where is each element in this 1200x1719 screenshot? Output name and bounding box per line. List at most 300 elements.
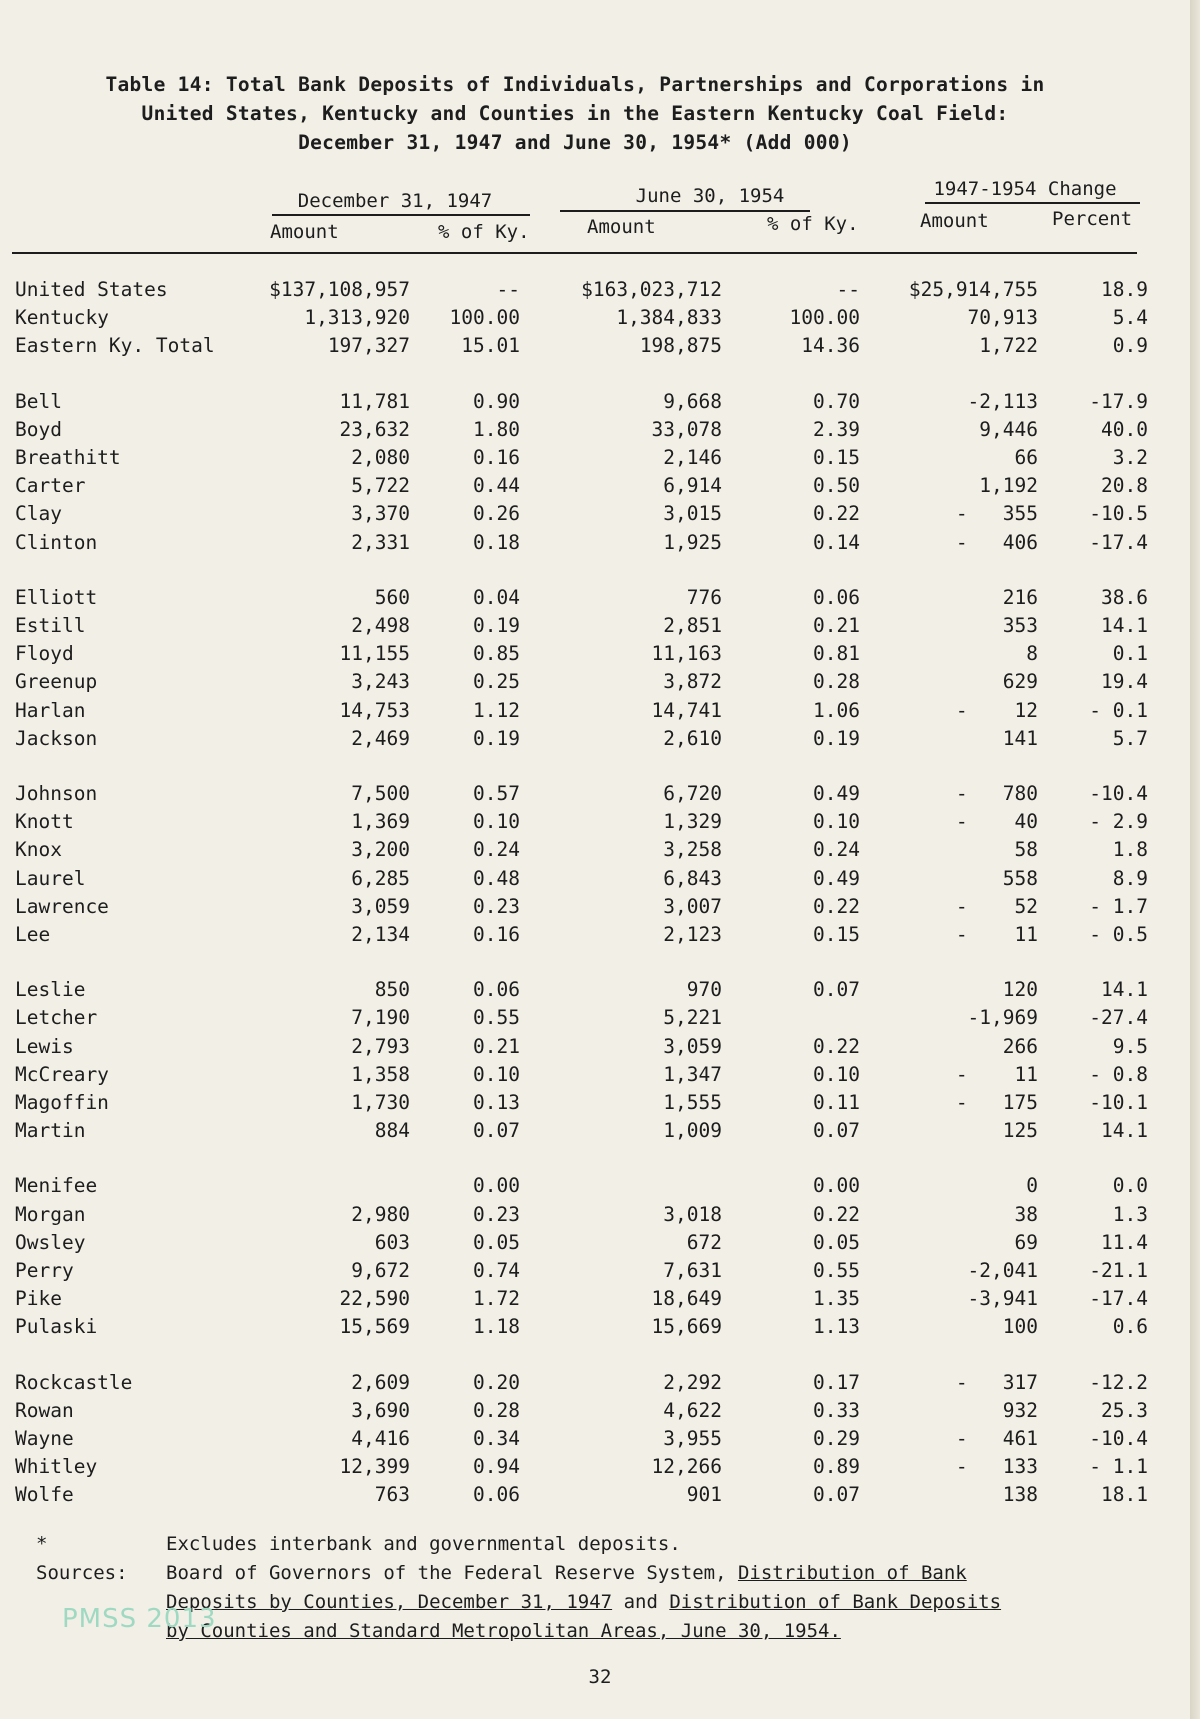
header-jun-1954: June 30, 1954 [635, 185, 785, 207]
pct-ky-1954: 0.11 [813, 1091, 860, 1114]
sources-line-1a: Board of Governors of the Federal Reserve System, [166, 1562, 738, 1584]
amount-1947: 5,722 [351, 474, 410, 498]
amount-1947: 7,500 [351, 782, 410, 805]
change-amount: 138 [1002, 1483, 1038, 1507]
amount-1954: 5,221 [663, 1006, 722, 1030]
amount-1947: 7,190 [351, 1006, 410, 1030]
table-title [70, 70, 1080, 157]
amount-1954: 11,163 [651, 642, 722, 666]
county-name: Letcher [15, 1006, 98, 1030]
table-row [0, 446, 1200, 472]
pct-ky-1947: 0.23 [473, 894, 520, 918]
change-amount: - 175 [955, 1091, 1038, 1114]
pct-ky-1954: 1.35 [813, 1287, 860, 1311]
pct-ky-1947: -- [496, 278, 520, 301]
pct-ky-1947: 0.48 [473, 866, 520, 890]
table-row [0, 1455, 1200, 1481]
pct-ky-1954: 100.00 [789, 306, 860, 330]
table-row [0, 1119, 1200, 1145]
pct-ky-1947: 0.00 [473, 1174, 520, 1198]
amount-1954: 15,669 [651, 1315, 722, 1339]
footnote-star-key: * [36, 1533, 48, 1555]
pct-ky-1954: 0.10 [813, 810, 860, 834]
change-amount: 558 [1002, 866, 1038, 890]
change-amount: - 11 [955, 1062, 1038, 1086]
table-row [0, 895, 1200, 921]
header-dec-1947: December 31, 1947 [297, 190, 493, 212]
county-name: Boyd [15, 417, 62, 441]
table-row [0, 810, 1200, 836]
county-name: Knott [15, 810, 74, 834]
amount-1947: 23,632 [339, 417, 410, 441]
amount-1947: 3,243 [351, 670, 410, 694]
amount-1954: 7,631 [663, 1259, 722, 1282]
pct-ky-1954: 0.07 [813, 1483, 860, 1507]
county-name: Pulaski [15, 1315, 98, 1339]
pct-ky-1954: 0.05 [813, 1230, 860, 1254]
change-percent: 14.1 [1101, 614, 1148, 637]
county-name: Magoffin [15, 1091, 109, 1114]
change-amount: 1,192 [979, 474, 1038, 498]
amount-1954: 3,015 [663, 502, 722, 526]
pct-ky-1947: 0.55 [473, 1006, 520, 1030]
amount-1947: 1,313,920 [304, 306, 410, 330]
county-name: Lee [15, 923, 51, 946]
change-percent: -10.4 [1089, 782, 1148, 805]
pct-ky-1954: 0.06 [813, 585, 860, 609]
pct-ky-1954: 0.22 [813, 1034, 860, 1058]
amount-1947: 3,690 [351, 1398, 410, 1422]
pct-ky-1947: 0.44 [473, 474, 520, 498]
footnote-sources-line-1 [166, 1559, 967, 1588]
table-row [0, 531, 1200, 557]
amount-1954: 1,555 [663, 1091, 722, 1114]
amount-1954: 12,266 [651, 1455, 722, 1479]
amount-1954: 3,258 [663, 838, 722, 862]
amount-1954: 3,955 [663, 1427, 722, 1450]
table-row [0, 586, 1200, 612]
pct-ky-1947: 0.16 [473, 923, 520, 946]
change-percent: 11.4 [1101, 1230, 1148, 1254]
change-amount: 141 [1002, 726, 1038, 750]
amount-1947: 560 [374, 585, 410, 609]
pct-ky-1954: 0.49 [813, 866, 860, 890]
sources-title-1a: Distribution of Bank [737, 1562, 967, 1584]
pct-ky-1954: 0.50 [813, 474, 860, 498]
county-name: Rowan [15, 1398, 74, 1422]
pct-ky-1954: 0.81 [813, 642, 860, 666]
header-rule-1954 [560, 210, 810, 212]
pct-ky-1947: 0.18 [473, 530, 520, 554]
amount-1954: 6,914 [663, 474, 722, 498]
header-percent-change: Percent [1052, 208, 1133, 230]
pct-ky-1947: 0.25 [473, 670, 520, 694]
change-amount: 66 [1014, 446, 1038, 469]
header-rule-change [925, 202, 1140, 204]
county-name: Clay [15, 502, 62, 526]
table-row [0, 278, 1200, 304]
amount-1954: $163,023,712 [581, 278, 722, 301]
county-name: Elliott [15, 585, 98, 609]
pct-ky-1947: 0.21 [473, 1034, 520, 1058]
county-name: Johnson [15, 782, 98, 805]
amount-1947: 11,155 [339, 642, 410, 666]
change-percent: 18.1 [1101, 1483, 1148, 1507]
pct-ky-1954: 0.55 [813, 1259, 860, 1282]
county-name: Bell [15, 389, 62, 413]
pct-ky-1954: 0.10 [813, 1062, 860, 1086]
county-name: Kentucky [15, 306, 109, 330]
change-amount: 0 [1026, 1174, 1038, 1198]
change-percent: 18.9 [1101, 278, 1148, 301]
header-change: 1947-1954 Change [933, 178, 1117, 200]
pct-ky-1954: 1.06 [813, 698, 860, 722]
county-name: Menifee [15, 1174, 98, 1198]
pct-ky-1947: 1.18 [473, 1315, 520, 1339]
change-amount: 932 [1002, 1398, 1038, 1422]
pct-ky-1954: 0.15 [813, 446, 860, 469]
pct-ky-1947: 0.90 [473, 389, 520, 413]
pct-ky-1954: 0.15 [813, 923, 860, 946]
change-percent: -17.9 [1089, 389, 1148, 413]
amount-1954: 2,292 [663, 1370, 722, 1394]
table-row [0, 978, 1200, 1004]
amount-1954: 2,146 [663, 446, 722, 469]
change-amount: $25,914,755 [908, 278, 1038, 301]
change-percent: 0.1 [1112, 642, 1148, 666]
table-row [0, 614, 1200, 640]
footnote-star-text: Excludes interbank and governmental deposits. [166, 1533, 681, 1555]
amount-1947: 11,781 [339, 389, 410, 413]
county-name: Pike [15, 1287, 62, 1311]
county-name: Owsley [15, 1230, 86, 1254]
table-row [0, 1371, 1200, 1397]
pct-ky-1947: 0.07 [473, 1119, 520, 1143]
amount-1954: 776 [686, 585, 722, 609]
change-amount: 266 [1002, 1034, 1038, 1058]
change-percent: -17.4 [1089, 1287, 1148, 1311]
amount-1954: 1,925 [663, 530, 722, 554]
change-percent: 0.0 [1112, 1174, 1148, 1198]
pct-ky-1947: 1.12 [473, 698, 520, 722]
pct-ky-1947: 1.72 [473, 1287, 520, 1311]
amount-1947: 850 [374, 978, 410, 1002]
pct-ky-1947: 0.34 [473, 1427, 520, 1450]
change-amount: 629 [1002, 670, 1038, 694]
pct-ky-1947: 0.85 [473, 642, 520, 666]
pct-ky-1954: 0.22 [813, 502, 860, 526]
amount-1954: 2,851 [663, 614, 722, 637]
amount-1954: 3,007 [663, 894, 722, 918]
header-amount-1954: Amount [587, 216, 656, 238]
amount-1954: 2,610 [663, 726, 722, 750]
table-row [0, 306, 1200, 332]
change-amount: -2,113 [967, 389, 1038, 413]
amount-1947: 1,358 [351, 1062, 410, 1086]
amount-1954: 3,059 [663, 1034, 722, 1058]
table-row [0, 1483, 1200, 1509]
change-percent: 25.3 [1101, 1398, 1148, 1422]
header-pct-ky-1947: % of Ky. [438, 221, 530, 243]
footnote-sources-line-2 [166, 1588, 1001, 1617]
pct-ky-1947: 0.10 [473, 1062, 520, 1086]
change-percent: 19.4 [1101, 670, 1148, 694]
change-percent: - 1.7 [1089, 894, 1148, 918]
change-amount: 69 [1014, 1230, 1038, 1254]
county-name: Rockcastle [15, 1370, 133, 1394]
county-name: Clinton [15, 530, 98, 554]
pct-ky-1947: 0.57 [473, 782, 520, 805]
pct-ky-1954: 0.07 [813, 1119, 860, 1143]
amount-1947: 15,569 [339, 1315, 410, 1339]
footnote-sources-line-3: by Counties and Standard Metropolitan Areas, June 30, 1954. [166, 1620, 841, 1642]
change-amount: - 406 [955, 530, 1038, 554]
amount-1954: 3,018 [663, 1202, 722, 1226]
change-percent: 1.3 [1112, 1202, 1148, 1226]
pct-ky-1954: 0.22 [813, 894, 860, 918]
change-amount: - 317 [955, 1370, 1038, 1394]
pct-ky-1947: 0.26 [473, 502, 520, 526]
county-name: Whitley [15, 1455, 98, 1479]
page-number: 32 [588, 1666, 612, 1688]
amount-1947: 12,399 [339, 1455, 410, 1479]
pct-ky-1947: 0.06 [473, 978, 520, 1002]
table-row [0, 474, 1200, 500]
header-bottom-rule [12, 252, 1137, 254]
change-percent: -10.1 [1089, 1091, 1148, 1114]
pct-ky-1954: 0.14 [813, 530, 860, 554]
change-percent: -27.4 [1089, 1006, 1148, 1030]
change-amount: 9,446 [979, 417, 1038, 441]
amount-1947: 6,285 [351, 866, 410, 890]
table-row [0, 867, 1200, 893]
amount-1954: 14,741 [651, 698, 722, 722]
table-row [0, 1231, 1200, 1257]
change-amount: -3,941 [967, 1287, 1038, 1311]
county-name: Harlan [15, 698, 86, 722]
pct-ky-1954: 0.24 [813, 838, 860, 862]
header-amount-1947: Amount [270, 221, 339, 243]
county-name: Estill [15, 614, 86, 637]
change-amount: 38 [1014, 1202, 1038, 1226]
amount-1954: 4,622 [663, 1398, 722, 1422]
table-row [0, 782, 1200, 808]
amount-1947: 9,672 [351, 1259, 410, 1282]
change-percent: 38.6 [1101, 585, 1148, 609]
amount-1954: 2,123 [663, 923, 722, 946]
table-row [0, 699, 1200, 725]
sources-title-2a: Distribution of Bank Deposits [669, 1591, 1002, 1613]
title-line-3: December 31, 1947 and June 30, 1954* (Add 000) [298, 131, 852, 154]
sources-title-1b: Deposits by Counties, December 31, 1947 [166, 1591, 613, 1613]
county-name: Wolfe [15, 1483, 74, 1507]
change-amount: - 355 [955, 502, 1038, 526]
pct-ky-1954: 14.36 [801, 334, 860, 358]
pct-ky-1947: 0.13 [473, 1091, 520, 1114]
pct-ky-1954: 0.21 [813, 614, 860, 637]
pct-ky-1947: 0.06 [473, 1483, 520, 1507]
change-amount: - 461 [955, 1427, 1038, 1450]
change-percent: -10.5 [1089, 502, 1148, 526]
amount-1947: 763 [374, 1483, 410, 1507]
change-amount: - 12 [955, 698, 1038, 722]
change-amount: 100 [1002, 1315, 1038, 1339]
amount-1947: 2,134 [351, 923, 410, 946]
table-row [0, 642, 1200, 668]
change-amount: 120 [1002, 978, 1038, 1002]
change-percent: - 1.1 [1089, 1455, 1148, 1479]
pct-ky-1947: 0.74 [473, 1259, 520, 1282]
change-percent: -21.1 [1089, 1259, 1148, 1282]
pct-ky-1954: 0.49 [813, 782, 860, 805]
change-amount: 125 [1002, 1119, 1038, 1143]
change-amount: 353 [1002, 614, 1038, 637]
pct-ky-1947: 0.20 [473, 1370, 520, 1394]
change-amount: 58 [1014, 838, 1038, 862]
county-name: Lawrence [15, 894, 109, 918]
pct-ky-1954: 0.89 [813, 1455, 860, 1479]
table-row [0, 1259, 1200, 1285]
pct-ky-1954: 2.39 [813, 417, 860, 441]
table-row [0, 390, 1200, 416]
county-name: Wayne [15, 1427, 74, 1450]
amount-1954: 33,078 [651, 417, 722, 441]
pct-ky-1947: 0.16 [473, 446, 520, 469]
change-amount: 70,913 [967, 306, 1038, 330]
change-percent: 0.9 [1112, 334, 1148, 358]
county-name: Morgan [15, 1202, 86, 1226]
table-row [0, 1315, 1200, 1341]
pct-ky-1954: 0.17 [813, 1370, 860, 1394]
county-name: Eastern Ky. Total [15, 334, 215, 358]
footnote-sources-key: Sources: [36, 1562, 128, 1584]
amount-1954: 6,720 [663, 782, 722, 805]
amount-1954: 901 [686, 1483, 722, 1507]
change-amount: 1,722 [979, 334, 1038, 358]
table-row [0, 502, 1200, 528]
amount-1954: 672 [686, 1230, 722, 1254]
footnote-sources [36, 1559, 1136, 1588]
county-name: Floyd [15, 642, 74, 666]
amount-1947: 2,980 [351, 1202, 410, 1226]
amount-1954: 9,668 [663, 389, 722, 413]
amount-1947: 14,753 [339, 698, 410, 722]
table-row [0, 334, 1200, 360]
table-row [0, 1174, 1200, 1200]
amount-1954: 970 [686, 978, 722, 1002]
pct-ky-1954: 1.13 [813, 1315, 860, 1339]
amount-1947: 2,469 [351, 726, 410, 750]
header-pct-ky-1954: % of Ky. [767, 213, 859, 235]
change-percent: - 0.8 [1089, 1062, 1148, 1086]
pct-ky-1954: 0.70 [813, 389, 860, 413]
amount-1954: 6,843 [663, 866, 722, 890]
county-name: Laurel [15, 866, 86, 890]
change-percent: 20.8 [1101, 474, 1148, 498]
county-name: McCreary [15, 1062, 109, 1086]
table-row [0, 1035, 1200, 1061]
table-row [0, 1063, 1200, 1089]
amount-1947: 22,590 [339, 1287, 410, 1311]
county-name: United States [15, 278, 168, 301]
county-name: Carter [15, 474, 86, 498]
change-percent: 9.5 [1112, 1034, 1148, 1058]
footnote-star [36, 1530, 1136, 1559]
pct-ky-1954: 0.00 [813, 1174, 860, 1198]
pct-ky-1947: 15.01 [461, 334, 520, 358]
county-name: Martin [15, 1119, 86, 1143]
change-percent: - 0.1 [1089, 698, 1148, 722]
pct-ky-1947: 0.05 [473, 1230, 520, 1254]
pct-ky-1947: 0.10 [473, 810, 520, 834]
table-row [0, 727, 1200, 753]
table-row [0, 1006, 1200, 1032]
table-row [0, 1287, 1200, 1313]
pct-ky-1954: -- [836, 278, 860, 301]
amount-1947: 2,609 [351, 1370, 410, 1394]
change-amount: - 40 [955, 810, 1038, 834]
pct-ky-1947: 0.94 [473, 1455, 520, 1479]
change-percent: 0.6 [1112, 1315, 1148, 1339]
title-line-1: Table 14: Total Bank Deposits of Individuals, Partnerships and Corporations in [105, 73, 1045, 96]
change-percent: 5.7 [1112, 726, 1148, 750]
table-row [0, 1203, 1200, 1229]
title-line-2: United States, Kentucky and Counties in the Eastern Kentucky Coal Field: [141, 102, 1009, 125]
change-amount: 8 [1026, 642, 1038, 666]
table-row [0, 1091, 1200, 1117]
pct-ky-1954: 0.22 [813, 1202, 860, 1226]
county-name: Lewis [15, 1034, 74, 1058]
amount-1947: 1,369 [351, 810, 410, 834]
change-amount: -2,041 [967, 1259, 1038, 1282]
amount-1954: 1,329 [663, 810, 722, 834]
amount-1954: 1,347 [663, 1062, 722, 1086]
change-percent: -12.2 [1089, 1370, 1148, 1394]
amount-1947: $137,108,957 [269, 278, 410, 301]
pct-ky-1947: 0.19 [473, 614, 520, 637]
amount-1947: 4,416 [351, 1427, 410, 1450]
amount-1947: 603 [374, 1230, 410, 1254]
change-percent: 14.1 [1101, 1119, 1148, 1143]
table-row [0, 1399, 1200, 1425]
change-percent: 8.9 [1112, 866, 1148, 890]
amount-1947: 2,331 [351, 530, 410, 554]
change-percent: - 0.5 [1089, 923, 1148, 946]
pct-ky-1947: 0.19 [473, 726, 520, 750]
amount-1947: 1,730 [351, 1091, 410, 1114]
watermark: PMSS 2013 [62, 1604, 217, 1634]
amount-1947: 3,059 [351, 894, 410, 918]
change-percent: 14.1 [1101, 978, 1148, 1002]
pct-ky-1947: 1.80 [473, 417, 520, 441]
amount-1947: 2,498 [351, 614, 410, 637]
change-amount: - 780 [955, 782, 1038, 805]
change-amount: - 11 [955, 923, 1038, 946]
pct-ky-1947: 100.00 [449, 306, 520, 330]
county-name: Jackson [15, 726, 98, 750]
county-name: Breathitt [15, 446, 121, 469]
county-name: Perry [15, 1259, 74, 1282]
table-row [0, 418, 1200, 444]
amount-1954: 1,384,833 [616, 306, 722, 330]
change-percent: 40.0 [1101, 417, 1148, 441]
amount-1947: 197,327 [327, 334, 410, 358]
change-amount: - 133 [955, 1455, 1038, 1479]
amount-1954: 18,649 [651, 1287, 722, 1311]
header-amount-change: Amount [920, 210, 989, 232]
table-row [0, 670, 1200, 696]
county-name: Leslie [15, 978, 86, 1002]
